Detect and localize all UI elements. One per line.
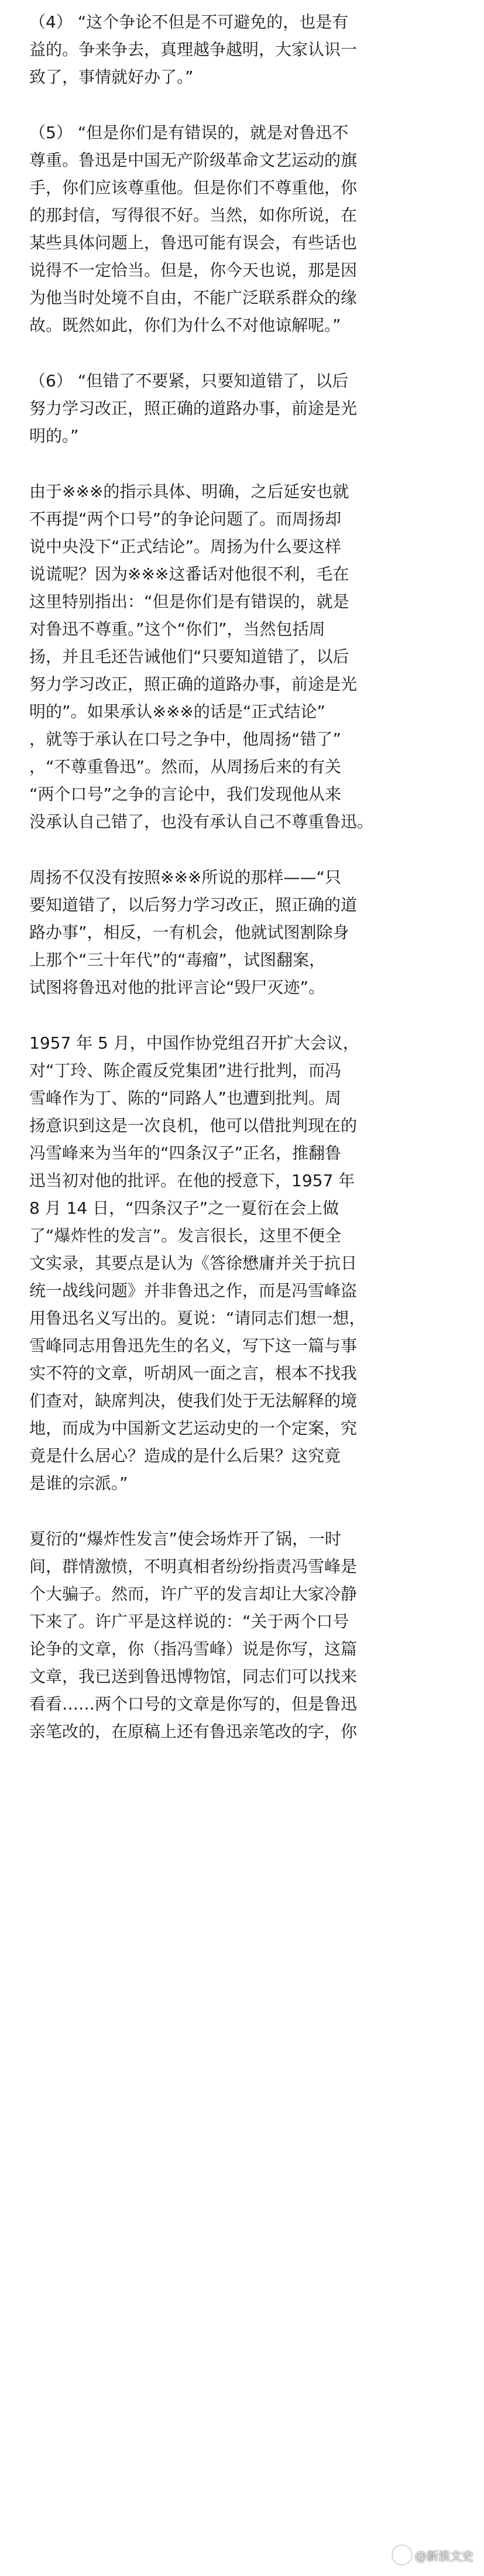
paragraph-7: 夏衍的“爆炸性发言”使会场炸开了锅，一时 间，群情激愤，不明真相者纷纷指责冯雪峰是 个大骗子。然而，许广平的发言却让大家冷静 下来了。许广平是这样说的：“关于两个口号 论争的文章，你（指冯雪峰）说是你写，这篇 文章，我已送到鲁迅博物馆，同志们可以找来 看看……两个口号的文章是你写的，但是鲁迅 亲笔改的，在原稿上还有鲁迅亲笔改的字，你 bbox=[29, 1529, 358, 1741]
watermark-text: @新浪文史 bbox=[415, 2548, 473, 2563]
article-body bbox=[29, 0, 462, 2576]
paragraph-5: 周扬不仅没有按照※※※所说的那样——“只 要知道错了，以后努力学习改正，照正确的道 路办事”，相反，一有机会，他就试图割除身 上那个“三十年代”的“毒瘤”，试图翻案， 试图将鲁迅对他的批评言论“毁尸灭迹”。 bbox=[29, 868, 358, 997]
paragraph-1: （4） “这个争论不但是不可避免的，也是有 益的。争来争去，真理越争越明，大家认识一 致了，事情就好办了。” bbox=[29, 12, 358, 87]
paragraph-3: （6） “但错了不要紧，只要知道错了，以后 努力学习改正，照正确的道路办事，前途是光 明的。” bbox=[29, 371, 358, 446]
paragraph-6: 1957 年 5 月，中国作协党组召开扩大会议， 对“丁玲、陈企霞反党集团”进行批判，而冯 雪峰作为丁、陈的“同路人”也遭到批判。周 扬意识到这是一次良机，他可以借批判现在的 冯雪峰来为当年的“四条汉子”正名，推翻鲁 迅当初对他的批评。在他的授意下，1957 年 8 月 14 日，“四条汉子”之一夏衍在会上做 了“爆炸性的发言”。发言很长，这里不便全 文实录，其要点是认为《答徐懋庸并关于抗日 统一战线问题》并非鲁迅之作，而是冯雪峰盗 用鲁迅名义写出的。夏说：“请同志们想一想， 雪峰同志用鲁迅先生的名义，写下这一篇与事 实不符的文章，听胡风一面之言，根本不找我 们查对，缺席判决，使我们处于无法解释的境 地，而成为中国新文艺运动史的一个定案，究 竟是什么居心？造成的是什么后果？这究竟 是谁的宗派。” bbox=[29, 1033, 366, 1493]
watermark bbox=[393, 2546, 473, 2564]
paragraph-2: （5） “但是你们是有错误的，就是对鲁迅不 尊重。鲁迅是中国无产阶级革命文艺运动的旗 手，你们应该尊重他。但是你们不尊重他，你 的那封信，写得很不好。当然，如你所说，在 某些具体问题上，鲁迅可能有误会，有些话也 说得不一定恰当。但是，你今天也说，那是因 为他当时处境不自由，不能广泛联系群众的缘 故。既然如此，你们为什么不对他谅解呢。” bbox=[29, 123, 358, 335]
paragraph-4: 由于※※※的指示具体、明确，之后延安也就 不再提“两个口号”的争论问题了。而周扬却 说中央没下“正式结论”。周扬为什么要这样 说谎呢？因为※※※这番话对他很不利，毛在 这里特别指出：“但是你们是有错误的，就是 对鲁迅不尊重。”这个“你们”，当然包括周 扬，并且毛还告诫他们“只要知道错了，以后 努力学习改正，照正确的道路办事，前途是光 明的”。如果承认※※※的话是“正式结论” ，就等于承认在口号之争中，他周扬“错了” ，“不尊重鲁迅”。然而，从周扬后来的有关 “两个口号”之争的言论中，我们发现他从来 没承认自己错了，也没有承认自己不尊重鲁迅。 bbox=[29, 482, 374, 831]
weibo-logo-icon bbox=[393, 2546, 411, 2564]
